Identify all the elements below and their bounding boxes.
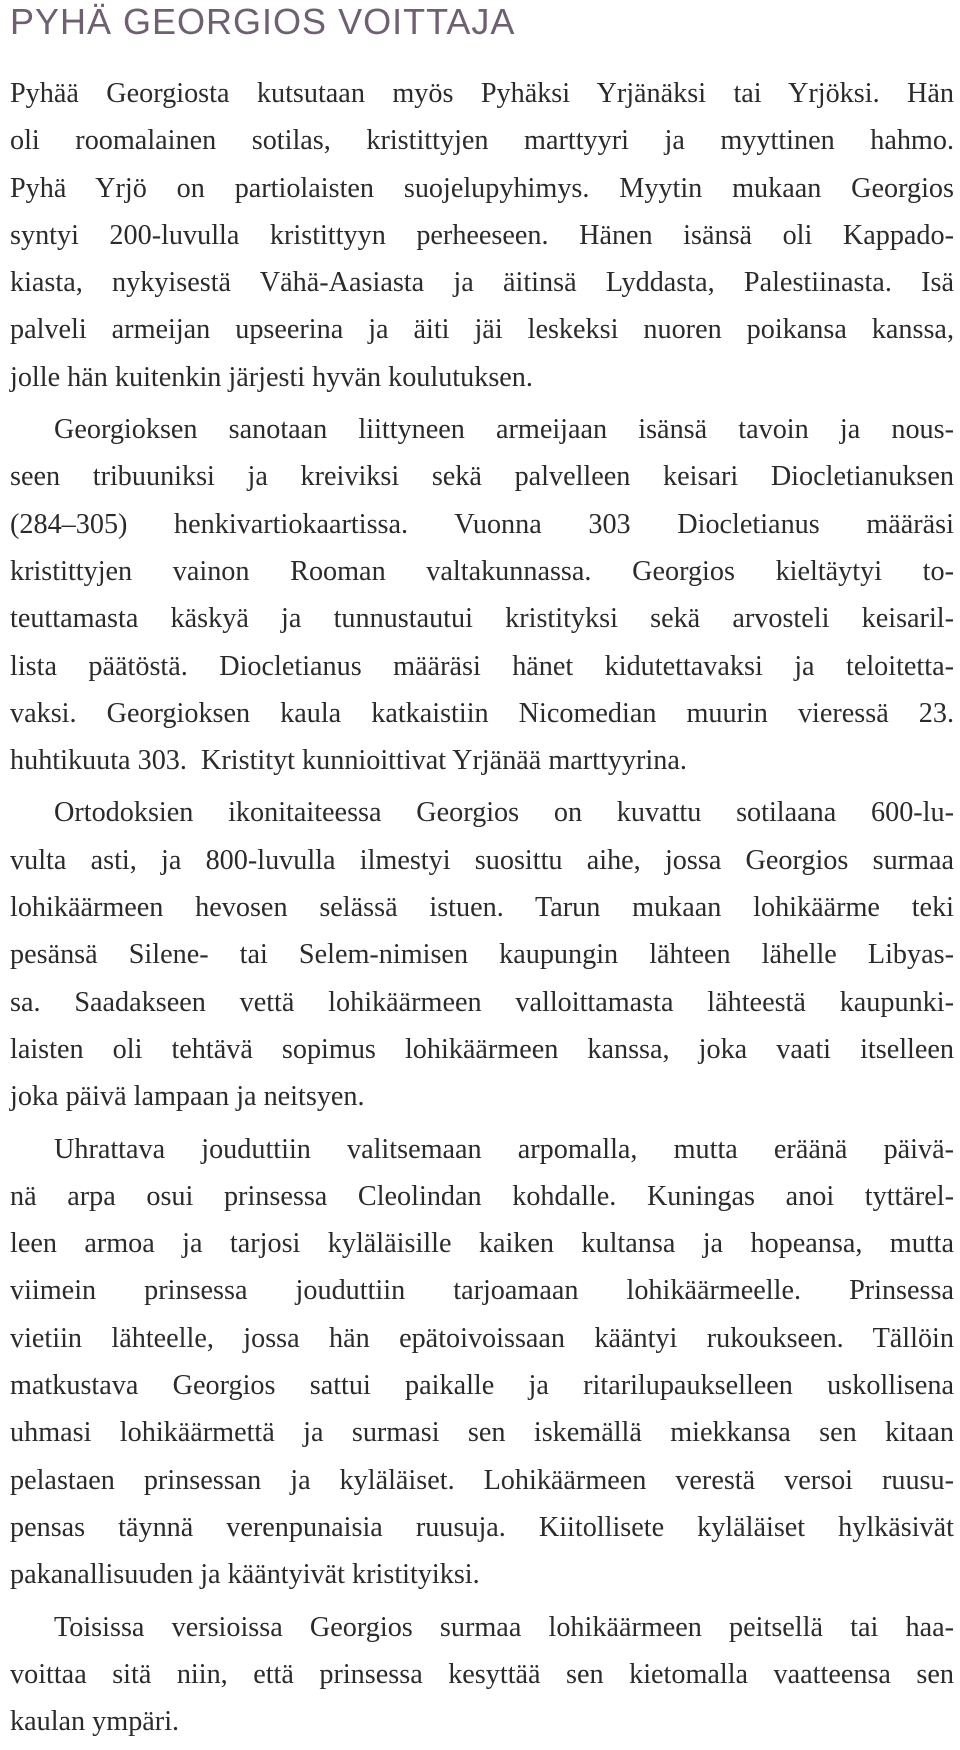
text-line: laisten oli tehtävä sopimus lohikäärmeen kanssa, joka vaati itselleen [10,1033,954,1065]
text-line: viimein prinsessa jouduttiin tarjoamaan lohikäärmeelle. Prinsessa [10,1275,954,1307]
article-body [10,70,954,1750]
text-line: seen tribuuniksi ja kreiviksi sekä palvelleen keisari Diocletianuksen [10,461,954,493]
text-line: pesänsä Silene- tai Selem-nimisen kaupungin lähteen lähelle Libyas- [10,939,954,971]
text-line: Pyhää Georgiosta kutsutaan myös Pyhäksi Yrjänäksi tai Yrjöksi. Hän [10,78,954,109]
text-line: huhtikuuta 303. Kristityt kunnioittivat Yrjänää marttyyrina. [10,745,687,777]
text-line: jolle hän kuitenkin järjesti hyvän koulutuksen. [10,361,533,393]
text-line: Georgioksen sanotaan liittyneen armeijaan isänsä tavoin ja nous- [54,414,954,446]
text-line: uhmasi lohikäärmettä ja surmasi sen iskemällä miekkansa sen kitaan [10,1417,954,1449]
text-line: syntyi 200-luvulla kristittyyn perheeseen. Hänen isänsä oli Kappado- [10,219,954,251]
text-line: Pyhä Yrjö on partiolaisten suojelupyhimys. Myytin mukaan Georgios [10,172,954,204]
paragraph-3 [10,789,954,1120]
page-title: PYHÄ GEORGIOS VOITTAJA [10,1,516,42]
text-line: sa. Saadakseen vettä lohikäärmeen valloittamasta lähteestä kaupunki- [10,986,954,1018]
text-line: kristittyjen vainon Rooman valtakunnassa. Georgios kieltäytyi to- [10,555,954,587]
text-line: pensas täynnä verenpunaisia ruusuja. Kiitollisete kyläläiset hylkäsivät [10,1511,954,1543]
text-line: nä arpa osui prinsessa Cleolindan kohdalle. Kuningas anoi tyttärel- [10,1180,954,1212]
text-line: vulta asti, ja 800-luvulla ilmestyi suosittu aihe, jossa Georgios surmaa [10,844,954,876]
text-line: lohikäärmeen hevosen selässä istuen. Tarun mukaan lohikäärme teki [10,892,954,924]
paragraph-4 [10,1126,954,1599]
text-line: oli roomalainen sotilas, kristittyjen marttyyri ja myyttinen hahmo. [10,125,954,157]
text-line: lista päätöstä. Diocletianus määräsi hänet kidutettavaksi ja teloitetta- [10,650,954,682]
text-line: matkustava Georgios sattui paikalle ja ritarilupaukselleen uskollisena [10,1370,954,1402]
text-line: Ortodoksien ikonitaiteessa Georgios on kuvattu sotilaana 600-lu- [54,797,954,829]
paragraph-5 [10,1604,954,1746]
text-line: kaulan ympäri. [10,1706,180,1738]
text-line: leen armoa ja tarjosi kyläläisille kaiken kultansa ja hopeansa, mutta [10,1228,954,1260]
text-line: vietiin lähteelle, jossa hän epätoivoissaan kääntyi rukoukseen. Tällöin [10,1322,954,1354]
paragraph-2 [10,406,954,784]
text-line: vaksi. Georgioksen kaula katkaistiin Nicomedian muurin vieressä 23. [10,697,954,729]
text-line: Uhrattava jouduttiin valitsemaan arpomalla, mutta eräänä päivä- [54,1133,954,1165]
paragraph-1 [10,70,954,401]
text-line: Toisissa versioissa Georgios surmaa lohikäärmeen peitsellä tai haa- [54,1611,954,1643]
text-line: pelastaen prinsessan ja kyläläiset. Lohikäärmeen verestä versoi ruusu- [10,1464,954,1496]
text-line: kiasta, nykyisestä Vähä-Aasiasta ja äitinsä Lyddasta, Palestiinasta. Isä [10,267,954,299]
text-line: joka päivä lampaan ja neitsyen. [10,1081,365,1113]
text-line: pakanallisuuden ja kääntyivät kristityiksi. [10,1559,480,1591]
text-line: palveli armeijan upseerina ja äiti jäi leskeksi nuoren poikansa kanssa, [10,314,954,346]
text-line: teuttamasta käskyä ja tunnustautui kristityksi sekä arvosteli keisaril- [10,603,954,635]
text-line: (284–305) henkivartiokaartissa. Vuonna 303 Diocletianus määräsi [10,508,954,540]
text-line: voittaa sitä niin, että prinsessa kesyttää sen kietomalla vaatteensa sen [10,1658,954,1690]
